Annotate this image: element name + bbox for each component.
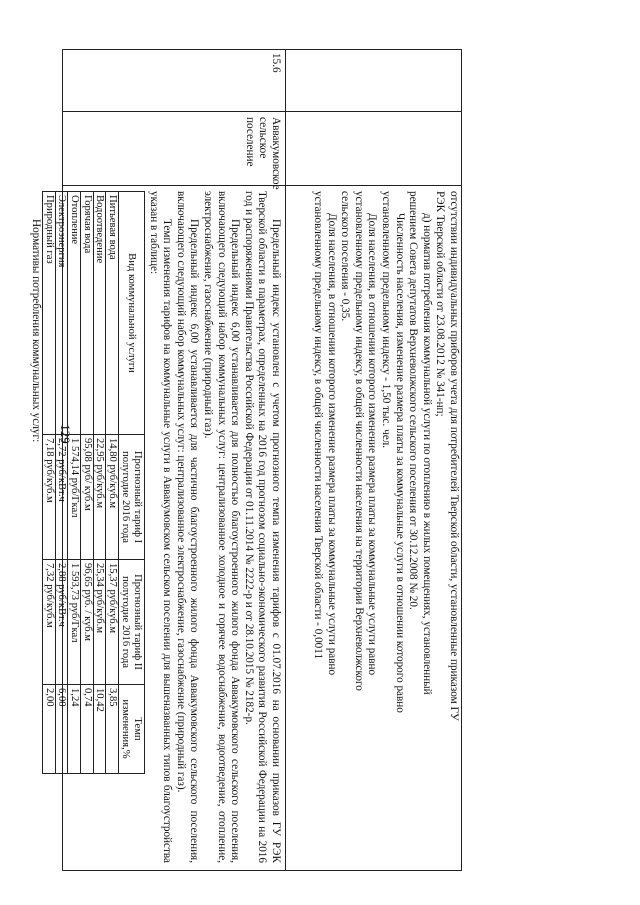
table-cell: 1 593,73 руб/Гкал — [68, 560, 81, 685]
table-row — [93, 192, 106, 774]
prev-line: сельского поселения - 0,35. — [339, 191, 352, 322]
prev-line: установленному предельному индексу, в общей численности населения на территории Верхневолжского — [352, 191, 365, 691]
table-cell: 15,37 руб/куб.м — [106, 560, 119, 685]
table-cell: 10,42 — [93, 685, 106, 774]
table-cell: Электроэнергия — [55, 192, 68, 435]
table-row — [43, 192, 56, 774]
settlement-name: Аввакумовское сельское поселение — [243, 117, 282, 190]
prev-line: отсутствии индивидуальных приборов учета для потребителей Тверской области, установленные приказом ГУ — [448, 191, 460, 721]
table-cell: 6,00 — [55, 685, 68, 774]
table-cell: 7,18 руб/куб.м — [43, 435, 56, 560]
table-cell: 22,95 руб/куб.м — [93, 435, 106, 560]
table-cell: 95,08 руб/ куб.м — [81, 435, 94, 560]
tariff-table — [42, 191, 145, 774]
prev-line: установленному предельному индексу, в общей численности населения Тверской области - 0,0011 — [312, 191, 325, 660]
footer-line: Нормативы потребления коммунальных услуг: — [30, 219, 43, 443]
table-row — [55, 192, 68, 774]
row-number: 15.6 — [270, 53, 282, 73]
table-cell: 7,32 руб/куб.м — [43, 560, 56, 685]
prev-line: Численность населения, изменение размера платы за коммунальные услуги в отношении которого равно — [393, 213, 406, 713]
table-row — [81, 192, 94, 774]
table-cell: 2,88 руб/кВт.ч — [55, 560, 68, 685]
table-cell: 1 574,14 руб/Гкал — [68, 435, 81, 560]
table-cell: 2,72 руб/кВт.ч — [55, 435, 68, 560]
table-cell: 14,80 руб/куб.м — [106, 435, 119, 560]
rotated-content — [30, 49, 462, 871]
table-cell: 0,74 — [81, 685, 94, 774]
table-header-cell: Темп изменения,% — [118, 685, 144, 774]
prev-line: РЭК Тверской области от 23.08.2012 № 341-нп; — [434, 191, 447, 417]
table-cell: Питьевая вода — [106, 192, 119, 435]
table-row — [106, 192, 119, 774]
prev-line: Доля населения, в отношении которого изменение размера платы за коммунальные услуги равно — [325, 213, 338, 676]
table-cell: 3,85 — [106, 685, 119, 774]
table-header-cell: Прогнозный тариф II полугодие 2016 года — [118, 560, 144, 685]
row-divider — [285, 49, 286, 871]
table-row — [68, 192, 81, 774]
table-cell: 25,34 руб/куб.м — [93, 560, 106, 685]
table-cell: Отопление — [68, 192, 81, 435]
table-header-cell: Прогнозный тариф I полугодие 2016 года — [118, 435, 144, 560]
table-cell: Горячая вода — [81, 192, 94, 435]
number-column-divider — [62, 111, 462, 112]
row-content — [29, 191, 282, 863]
table-cell: 96,65 руб. / куб.м — [81, 560, 94, 685]
table-cell: 1,24 — [68, 685, 81, 774]
table-cell: 2,00 — [43, 685, 56, 774]
table-cell: Природный газ — [43, 192, 56, 435]
name-column-divider — [62, 185, 462, 186]
table-header-cell: Вид коммунальной услуги — [118, 192, 144, 435]
paragraph: Предельный индекс 6,00 устанавливается для полностью благоустроенного жилого фонда Аввакумовского сельского поселения, включающего следующий набор коммунальных услуг: централизованное холодное и горячее водоснабжение, водоотведение, отопление, электроснабжение, газоснабжение (природный газ). — [202, 191, 242, 863]
paragraph: Темп изменения тарифов на коммунальные услуги в Аввакумовском сельском поселении для вышеназванных типов благоустройства указан в таблице: — [147, 191, 174, 863]
page-number: 129 — [58, 424, 73, 444]
paragraph: Предельный индекс установлен с учетом прогнозного темпа изменения тарифов с 01.07.2016 на основании приказов ГУ РЭК Тверской области в параметрах, определенных на 2016 год прогнозом социально-экономического развития Российской Федерации на 2016 год и распоряжениями Правительства Российской Федерации от 01.11.2014 № 2222-р и от 28.10.2015 № 2182-р. — [242, 191, 282, 863]
prev-line: д) норматив потребления коммунальной услуги по отоплению в жилых помещениях, установленный — [420, 213, 433, 695]
prev-line: Доля населения, в отношении которого изменение размера платы за коммунальные услуги равно — [366, 213, 379, 676]
prev-line: решением Совета депутатов Верхневолжского сельского поселения от 30.12.2008 № 20. — [407, 191, 420, 610]
prev-line: установленному предельному индексу - 1,50 тыс. чел. — [380, 191, 393, 449]
paragraph: Предельный индекс 6,00 устанавливается для частично благоустроенного жилого фонда Аввакумовского сельского поселения, включающего следующий набор коммунальных услуг: централизованное электроснабжение, газоснабжение (природный газ). — [174, 191, 201, 863]
table-cell: Водоотведение — [93, 192, 106, 435]
